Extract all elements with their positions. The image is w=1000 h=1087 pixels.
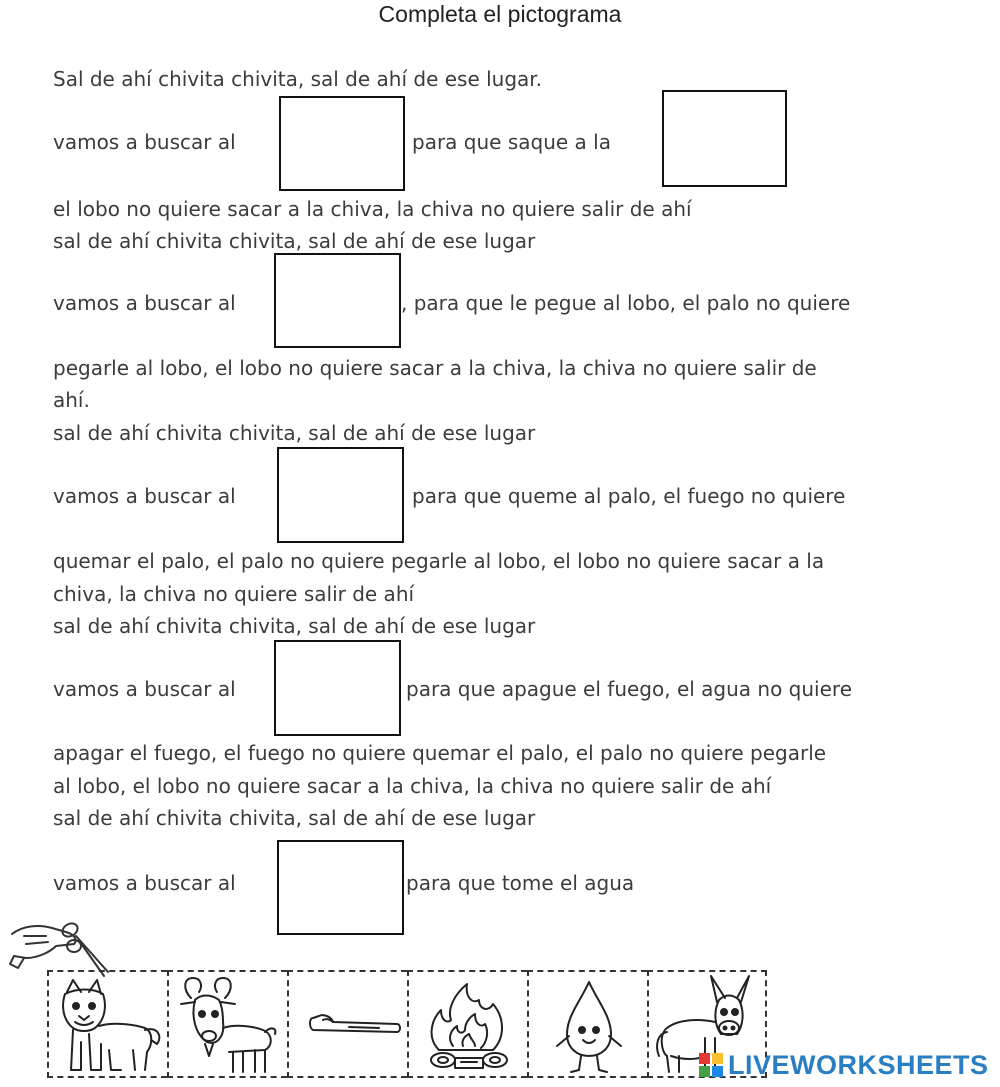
song-line: para que queme al palo, el fuego no quiere — [412, 484, 846, 508]
song-line: apagar el fuego, el fuego no quiere quemar el palo, el palo no quiere pegarle — [53, 741, 827, 765]
cutout-card-stick[interactable] — [287, 970, 407, 1078]
song-line: vamos a buscar al — [53, 291, 236, 315]
page-title: Completa el pictograma — [378, 1, 622, 27]
song-line: vamos a buscar al — [53, 871, 236, 895]
drop-box-fuego[interactable] — [277, 447, 404, 543]
drop-box-palo[interactable] — [274, 253, 401, 348]
cutout-card-water[interactable] — [527, 970, 647, 1078]
song-line: , para que le pegue al lobo, el palo no quiere — [401, 291, 851, 315]
song-line: al lobo, el lobo no quiere sacar a la chiva, la chiva no quiere salir de ahí — [53, 774, 772, 798]
drop-box-burro[interactable] — [277, 840, 404, 935]
song-line: el lobo no quiere sacar a la chiva, la chiva no quiere salir de ahí — [53, 197, 692, 221]
fire-icon — [409, 972, 529, 1080]
drop-box-agua[interactable] — [274, 640, 401, 736]
song-line: sal de ahí chivita chivita, sal de ahí de ese lugar — [53, 229, 536, 253]
song-line: quemar el palo, el palo no quiere pegarle al lobo, el lobo no quiere sacar a la — [53, 549, 825, 573]
drop-box-lobo[interactable] — [279, 96, 405, 191]
cutout-card-wolf[interactable] — [47, 970, 167, 1078]
drop-box-chiva[interactable] — [662, 90, 787, 187]
song-line: para que saque a la — [412, 130, 611, 154]
watermark-text: LIVEWORKSHEETS — [728, 1049, 989, 1080]
song-line: sal de ahí chivita chivita, sal de ahí de ese lugar — [53, 421, 536, 445]
song-line: vamos a buscar al — [53, 484, 236, 508]
song-line: sal de ahí chivita chivita, sal de ahí de ese lugar — [53, 806, 536, 830]
song-line: para que tome el agua — [406, 871, 635, 895]
song-line: pegarle al lobo, el lobo no quiere sacar a la chiva, la chiva no quiere salir de — [53, 356, 817, 380]
song-line: chiva, la chiva no quiere salir de ahí — [53, 582, 415, 606]
liveworksheets-logo-icon — [698, 1052, 724, 1078]
song-line: vamos a buscar al — [53, 130, 236, 154]
cutout-strip — [47, 970, 771, 1078]
song-line: ahí. — [53, 388, 90, 412]
song-line: Sal de ahí chivita chivita, sal de ahí de ese lugar. — [53, 67, 543, 91]
water-drop-icon — [529, 972, 649, 1080]
cutout-card-goat[interactable] — [167, 970, 287, 1078]
wolf-icon — [49, 972, 169, 1080]
goat-icon — [169, 972, 289, 1080]
watermark-logo — [698, 1046, 989, 1084]
stick-icon — [289, 972, 409, 1080]
song-line: sal de ahí chivita chivita, sal de ahí de ese lugar — [53, 614, 536, 638]
song-line: para que apague el fuego, el agua no quiere — [406, 677, 852, 701]
song-line: vamos a buscar al — [53, 677, 236, 701]
cutout-card-fire[interactable] — [407, 970, 527, 1078]
